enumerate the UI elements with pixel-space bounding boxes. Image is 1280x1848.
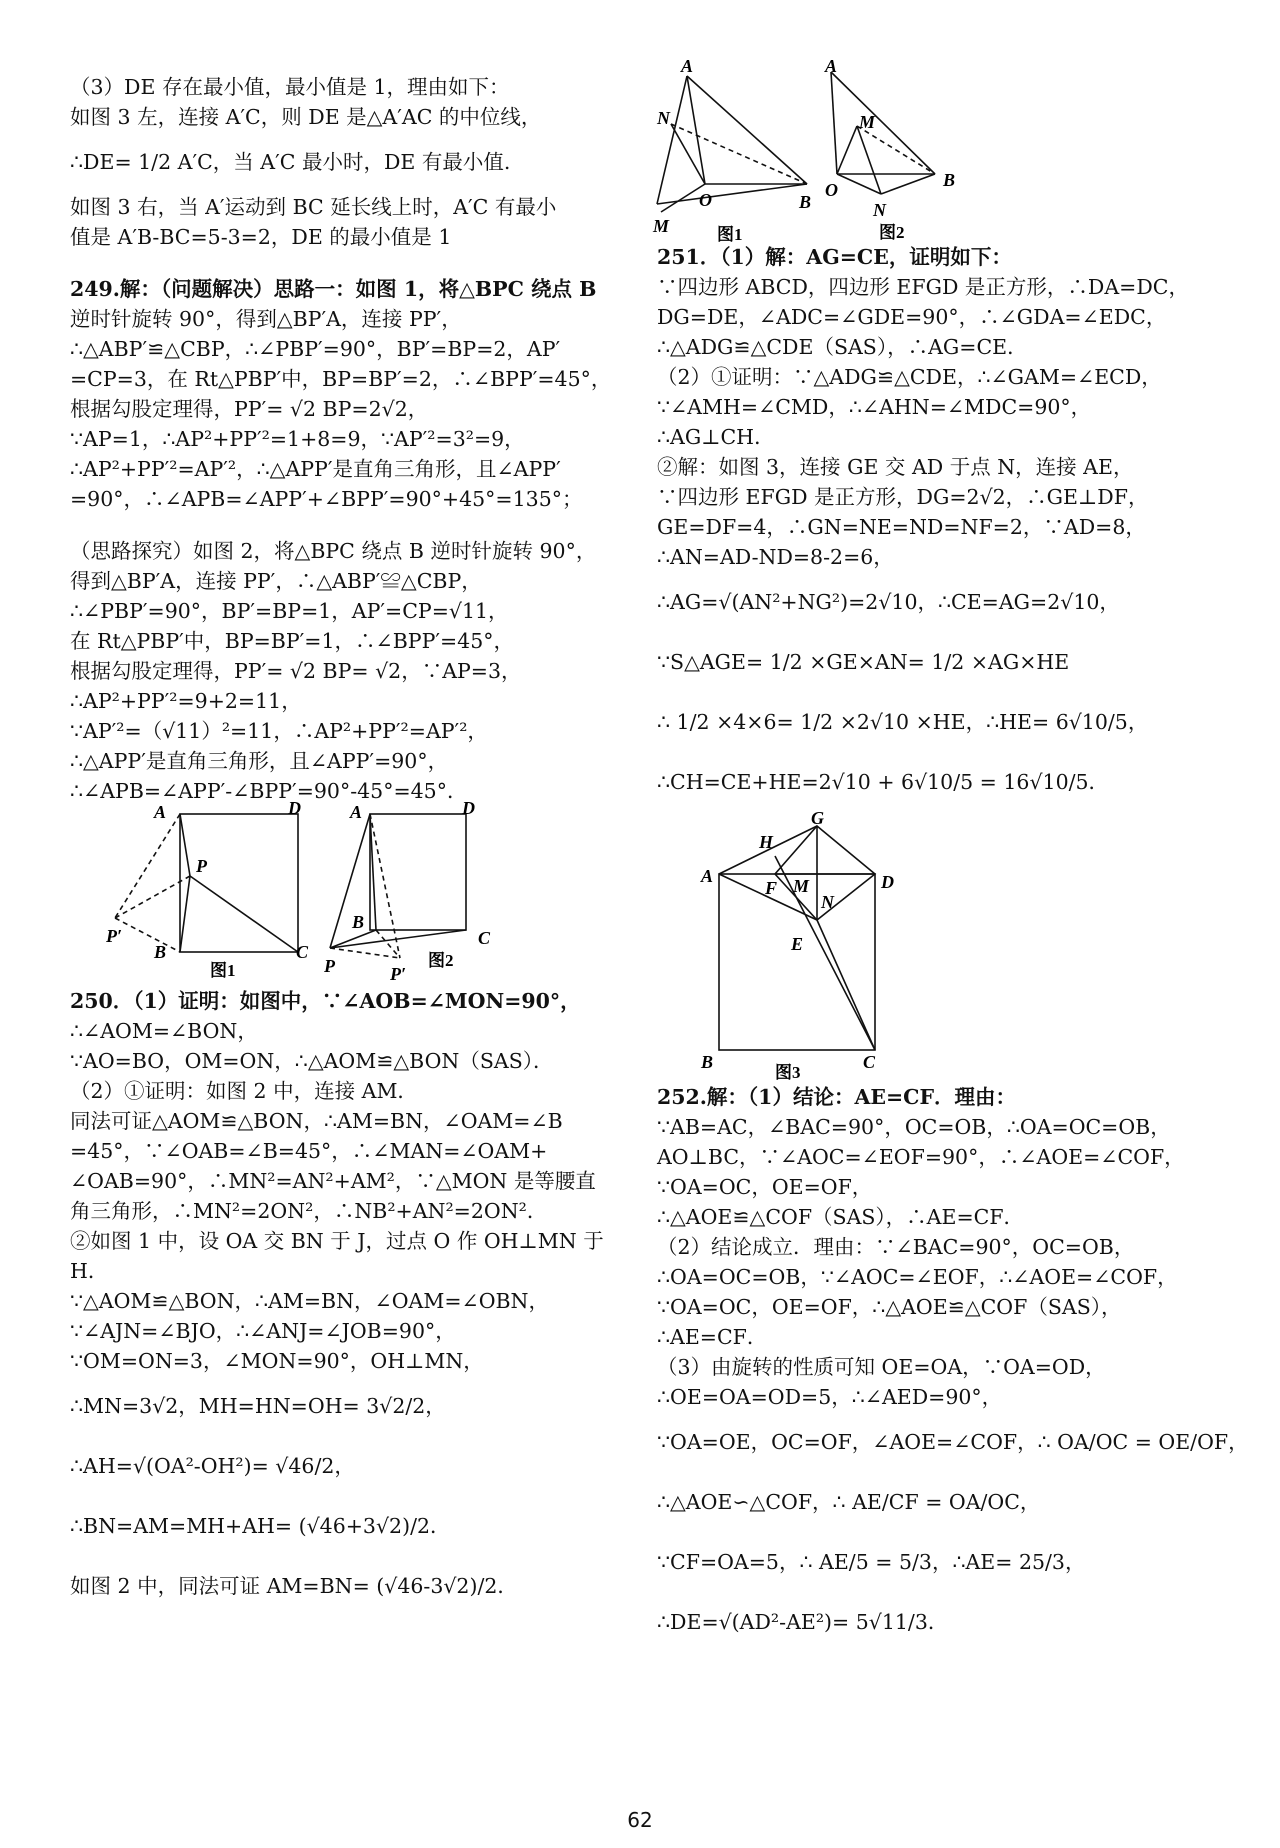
text-line: ∴△APP′是直角三角形，且∠APP′=90°，: [70, 749, 449, 773]
text-line: 如图 3 左，连接 A′C，则 DE 是△A′AC 的中位线，: [70, 105, 542, 129]
left-column: [70, 72, 645, 1616]
text-line: ∴MN=3√2，MH=HN=OH= 3√2/2，: [70, 1394, 446, 1418]
text-line: ∵四边形 ABCD，四边形 EFGD 是正方形，∴DA=DC，: [657, 275, 1189, 299]
text-line: 如图 2 中，同法可证 AM=BN= (√46-3√2)/2．: [70, 1574, 518, 1598]
text-line: 得到△BP′A，连接 PP′，∴△ABP′≌△CBP，: [70, 569, 482, 593]
fig3-label-g: G: [811, 808, 824, 828]
fig3-label-e: E: [791, 934, 804, 954]
text-line: ∴AN=AD-ND=8-2=6，: [657, 545, 894, 569]
fig-top2-label-a: A: [825, 56, 838, 76]
text-line: =45°，∵∠OAB=∠B=45°，∴∠MAN=∠OAM+: [70, 1139, 548, 1163]
text-line: ∴AP²+PP′²=9+2=11，: [70, 689, 302, 713]
text-line: ∵AP=1，∴AP²+PP′²=1+8=9，∵AP′²=3²=9，: [70, 427, 525, 451]
fig1-label-p: P: [196, 856, 207, 876]
fig-top1-label-m: M: [653, 216, 670, 236]
problem-249-heading: 249.解：（问题解决）思路一：如图 1，将△BPC 绕点 B: [70, 277, 597, 301]
text-line: ∴DE=√(AD²-AE²)= 5√11/3．: [657, 1610, 949, 1634]
text-line: ∵AB=AC，∠BAC=90°，OC=OB，∴OA=OC=OB，: [657, 1115, 1171, 1139]
text-line: ∴DE= 1/2 A′C，当 A′C 最小时，DE 有最小值.: [70, 150, 511, 174]
fig-top2-label-n: N: [873, 200, 886, 220]
square-figure-251: [657, 808, 1232, 1082]
text-line: 角三角形，∴MN²=2ON²，∴NB²+AN²=2ON²．: [70, 1199, 548, 1223]
page-number: 62: [627, 1808, 653, 1832]
fig3-label-m: M: [793, 876, 810, 896]
fig3-label-d: D: [881, 872, 894, 892]
figures-250: [653, 56, 1077, 244]
fig-top1-label-o: O: [699, 190, 712, 210]
text-line: ∴∠AOM=∠BON，: [70, 1019, 258, 1043]
text-line: ∴OE=OA=OD=5，∴∠AED=90°，: [657, 1385, 1003, 1409]
fig-top1-caption: 图1: [717, 225, 743, 244]
text-line: （2）①证明：∵△ADG≌△CDE，∴∠GAM=∠ECD，: [657, 365, 1162, 389]
fig-top2-caption: 图2: [879, 223, 905, 242]
text-line: ∴∠APB=∠APP′-∠BPP′=90°-45°=45°．: [70, 779, 468, 803]
text-line: ②解：如图 3，连接 GE 交 AD 于点 N，连接 AE，: [657, 455, 1134, 479]
fig-top2-label-o: O: [825, 180, 838, 200]
fig1-label-c: C: [296, 942, 309, 962]
text-line: 根据勾股定理得，PP′= √2 BP=2√2，: [70, 397, 429, 421]
text-line: （3）由旋转的性质可知 OE=OA，∵OA=OD，: [657, 1355, 1106, 1379]
fig3-caption: 图3: [775, 1063, 801, 1082]
text-line: 根据勾股定理得，PP′= √2 BP= √2，∵AP=3，: [70, 659, 522, 683]
text-line: （2）结论成立．理由：∵∠BAC=90°，OC=OB，: [657, 1235, 1135, 1259]
text-line: ∵四边形 EFGD 是正方形，DG=2√2，∴GE⊥DF，: [657, 485, 1149, 509]
right-column: [653, 56, 1249, 1652]
text-line: DG=DE，∠ADC=∠GDE=90°，∴∠GDA=∠EDC，: [657, 305, 1167, 329]
fig3-label-a: A: [701, 866, 714, 886]
fig1-label-b: B: [154, 942, 167, 962]
text-line: ∵AO=BO，OM=ON，∴△AOM≌△BON（SAS）．: [70, 1049, 554, 1073]
text-line: ∴BN=AM=MH+AH= (√46+3√2)/2．: [70, 1514, 451, 1538]
text-line: H．: [70, 1259, 109, 1283]
text-line: 值是 A′B-BC=5-3=2，DE 的最小值是 1: [70, 225, 452, 249]
fig2-label-p: P: [324, 956, 335, 976]
text-line: ∵OA=OE，OC=OF，∠AOE=∠COF，∴ OA/OC = OE/OF，: [657, 1430, 1249, 1454]
fig2-label-b: B: [352, 912, 365, 932]
text-line: ∴AE=CF．: [657, 1325, 768, 1349]
text-line: ∴△AOE≌△COF（SAS），∴AE=CF．: [657, 1205, 1025, 1229]
fig2-caption: 图2: [428, 951, 454, 970]
text-line: ②如图 1 中，设 OA 交 BN 于 J，过点 O 作 OH⊥MN 于: [70, 1229, 604, 1253]
fig1-label-d: D: [288, 798, 301, 818]
fig2-label-a: A: [350, 802, 363, 822]
text-line: 逆时针旋转 90°，得到△BP′A，连接 PP′，: [70, 307, 462, 331]
text-line: ∵△AOM≌△BON，∴AM=BN，∠OAM=∠OBN，: [70, 1289, 549, 1313]
fig3-label-c: C: [863, 1052, 876, 1072]
fig3-label-n: N: [821, 892, 834, 912]
text-line: （3）DE 存在最小值，最小值是 1，理由如下：: [70, 75, 510, 99]
text-line: （2）①证明：如图 2 中，连接 AM．: [70, 1079, 418, 1103]
text-line: ∴OA=OC=OB，∵∠AOC=∠EOF，∴∠AOE=∠COF，: [657, 1265, 1178, 1289]
text-line: ∵CF=OA=5，∴ AE/5 = 5/3，∴AE= 25/3，: [657, 1550, 1086, 1574]
text-line: ∵AP′²=（√11）²=11，∴AP²+PP′²=AP′²，: [70, 719, 488, 743]
text-line: =CP=3，在 Rt△PBP′中，BP=BP′=2，∴∠BPP′=45°，: [70, 367, 612, 391]
text-line: =90°，∴∠APB=∠APP′+∠BPP′=90°+45°=135°；: [70, 487, 583, 511]
problem-252-heading: 252.解：（1）结论：AE=CF．理由：: [657, 1085, 1017, 1109]
text-line: ∴△ABP′≌△CBP，∴∠PBP′=90°，BP′=BP=2，AP′: [70, 337, 561, 361]
text-line: ∴∠PBP′=90°，BP′=BP=1，AP′=CP=√11，: [70, 599, 509, 623]
text-line: （思路探究）如图 2，将△BPC 绕点 B 逆时针旋转 90°，: [70, 539, 597, 563]
fig-top2-label-m: M: [859, 112, 876, 132]
text-line: GE=DF=4，∴GN=NE=ND=NF=2，∵AD=8，: [657, 515, 1146, 539]
text-line: ∵∠AJN=∠BJO，∴∠ANJ=∠JOB=90°，: [70, 1319, 456, 1343]
text-line: ∵OA=OC，OE=OF，∴△AOE≌△COF（SAS），: [657, 1295, 1122, 1319]
text-line: ∴AG=√(AN²+NG²)=2√10，∴CE=AG=2√10，: [657, 590, 1120, 614]
text-line: ∠OAB=90°，∴MN²=AN²+AM²，∵△MON 是等腰直: [70, 1169, 596, 1193]
square-figures-249: [70, 798, 590, 986]
fig3-label-h: H: [759, 832, 774, 852]
text-line: ∴△AOE∽△COF，∴ AE/CF = OA/OC，: [657, 1490, 1041, 1514]
fig-top2-label-b: B: [943, 170, 956, 190]
text-line: ∵OA=OC，OE=OF，: [657, 1175, 873, 1199]
problem-251-heading: 251．（1）解：AG=CE，证明如下：: [657, 245, 1012, 269]
text-line: ∴ 1/2 ×4×6= 1/2 ×2√10 ×HE，∴HE= 6√10/5，: [657, 710, 1149, 734]
fig-top1-label-a: A: [681, 56, 694, 76]
problem-250-heading: 250．（1）证明：如图中，∵∠AOB=∠MON=90°，: [70, 989, 581, 1013]
text-line: ∴AP²+PP′²=AP′²，∴△APP′是直角三角形，且∠APP′: [70, 457, 561, 481]
fig1-label-a: A: [154, 802, 167, 822]
text-line: ∵∠AMH=∠CMD，∴∠AHN=∠MDC=90°，: [657, 395, 1092, 419]
fig1-label-pprime: P′: [106, 926, 123, 946]
fig2-label-pprime: P′: [390, 964, 407, 984]
fig-top1-label-n: N: [657, 108, 670, 128]
text-line: ∴△ADG≌△CDE（SAS），∴AG=CE．: [657, 335, 1028, 359]
fig3-label-f: F: [765, 878, 778, 898]
text-line: AO⊥BC，∵∠AOC=∠EOF=90°，∴∠AOE=∠COF，: [657, 1145, 1185, 1169]
fig1-caption: 图1: [210, 961, 236, 980]
fig2-label-c: C: [478, 928, 491, 948]
text-line: ∴AH=√(OA²-OH²)= √46/2，: [70, 1454, 355, 1478]
text-line: ∴AG⊥CH．: [657, 425, 775, 449]
text-line: ∴CH=CE+HE=2√10 + 6√10/5 = 16√10/5．: [657, 770, 1110, 794]
fig-top1-label-b: B: [799, 192, 812, 212]
text-line: ∵OM=ON=3，∠MON=90°，OH⊥MN，: [70, 1349, 484, 1373]
text-line: 如图 3 右，当 A′运动到 BC 延长线上时，A′C 有最小: [70, 195, 557, 219]
fig2-label-d: D: [462, 798, 475, 818]
text-line: 同法可证△AOM≌△BON，∴AM=BN，∠OAM=∠B: [70, 1109, 563, 1133]
text-line: ∵S△AGE= 1/2 ×GE×AN= 1/2 ×AG×HE: [657, 650, 1070, 674]
fig3-label-b: B: [701, 1052, 714, 1072]
text-line: 在 Rt△PBP′中，BP=BP′=1，∴∠BPP′=45°，: [70, 629, 515, 653]
